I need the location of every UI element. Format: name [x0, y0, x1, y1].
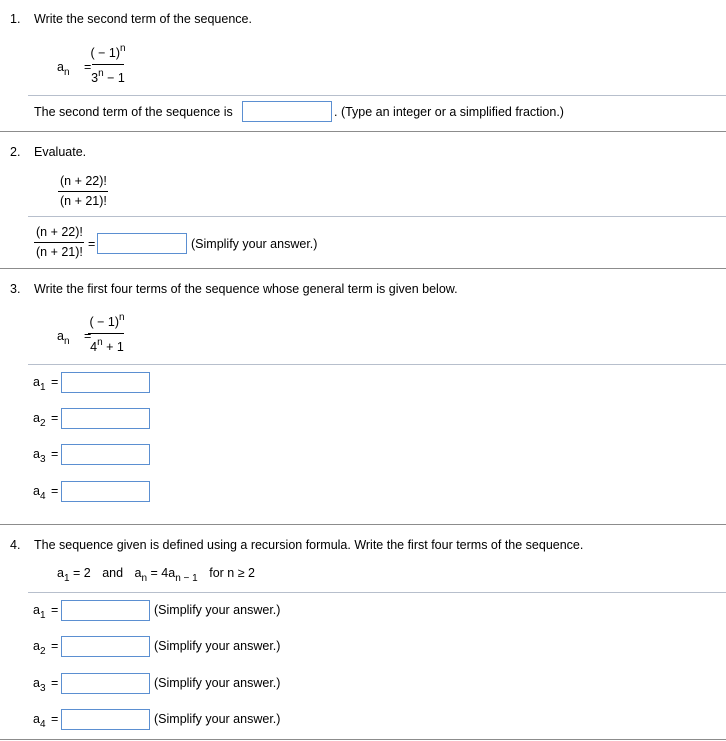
- answer-input-a2[interactable]: [61, 408, 150, 429]
- formula-denominator: $3^n - 1$: [91, 68, 125, 85]
- answer-input[interactable]: [97, 233, 187, 254]
- divider: [28, 95, 726, 96]
- term-label: $a_2$: [33, 411, 46, 429]
- section-divider: [0, 131, 726, 132]
- divider: [28, 592, 726, 593]
- question-number: 4.: [10, 538, 21, 552]
- answer-input-a1[interactable]: [61, 372, 150, 393]
- term-label: $a_2$: [33, 639, 46, 657]
- answer-prefix: The second term of the sequence is: [34, 105, 233, 119]
- formula-numerator: ( − 1)$^n$: [89, 312, 125, 329]
- equals-sign: =: [51, 375, 59, 389]
- term-label: $a_3$: [33, 676, 46, 694]
- term-label: $a_4$: [33, 484, 46, 502]
- fraction-numerator: (n + 22)!: [60, 174, 107, 188]
- formula-lhs: $a_n$: [57, 329, 70, 347]
- term-label: $a_1$: [33, 375, 46, 393]
- question-prompt: Evaluate.: [34, 145, 87, 159]
- answer-input-a4[interactable]: [61, 709, 150, 730]
- question-number: 2.: [10, 145, 21, 159]
- equals-sign: =: [51, 603, 59, 617]
- divider: [28, 216, 726, 217]
- equals-sign: =: [51, 411, 59, 425]
- term-label: $a_1$: [33, 603, 46, 621]
- equals-sign: =: [51, 676, 59, 690]
- formula-equals: =: [84, 329, 92, 343]
- term-label: $a_3$: [33, 447, 46, 465]
- answer-input-a4[interactable]: [61, 481, 150, 502]
- recursion-formula: $a_1 = 2$ and $a_n = 4a_{n - 1}$ for n ≥ 2: [57, 566, 256, 584]
- fraction-bar: [92, 64, 124, 65]
- formula-equals: =: [84, 60, 92, 74]
- equals-sign: =: [51, 484, 59, 498]
- fraction-bar: [88, 333, 124, 334]
- fraction-bar: [58, 191, 108, 192]
- question-number: 3.: [10, 282, 21, 296]
- formula-numerator: ( − 1)$^n$: [90, 43, 126, 60]
- section-divider: [0, 739, 726, 740]
- answer-hint: (Simplify your answer.): [154, 603, 281, 617]
- question-prompt: The sequence given is defined using a recursion formula. Write the first four terms of the sequence.: [34, 538, 584, 552]
- answer-input-a3[interactable]: [61, 673, 150, 694]
- question-prompt: Write the second term of the sequence.: [34, 12, 252, 26]
- answer-input-a3[interactable]: [61, 444, 150, 465]
- fraction-denominator: (n + 21)!: [60, 194, 107, 208]
- formula-lhs: $a_n$: [57, 60, 70, 78]
- term-label: $a_4$: [33, 712, 46, 730]
- section-divider: [0, 268, 726, 269]
- equals-sign: =: [51, 447, 59, 461]
- formula-denominator: $4^n + 1$: [90, 337, 124, 354]
- answer-input[interactable]: [242, 101, 332, 122]
- answer-input-a2[interactable]: [61, 636, 150, 657]
- answer-hint: (Simplify your answer.): [154, 712, 281, 726]
- equals-sign: =: [51, 712, 59, 726]
- fraction-bar: [34, 242, 84, 243]
- answer-hint: . (Type an integer or a simplified fraction.): [334, 105, 564, 119]
- fraction-denominator: (n + 21)!: [36, 245, 83, 259]
- question-prompt: Write the first four terms of the sequence whose general term is given below.: [34, 282, 458, 296]
- answer-input-a1[interactable]: [61, 600, 150, 621]
- equals-sign: =: [88, 237, 96, 251]
- section-divider: [0, 524, 726, 525]
- answer-hint: (Simplify your answer.): [191, 237, 318, 251]
- equals-sign: =: [51, 639, 59, 653]
- answer-hint: (Simplify your answer.): [154, 676, 281, 690]
- fraction-numerator: (n + 22)!: [36, 225, 83, 239]
- divider: [28, 364, 726, 365]
- question-number: 1.: [10, 12, 21, 26]
- answer-hint: (Simplify your answer.): [154, 639, 281, 653]
